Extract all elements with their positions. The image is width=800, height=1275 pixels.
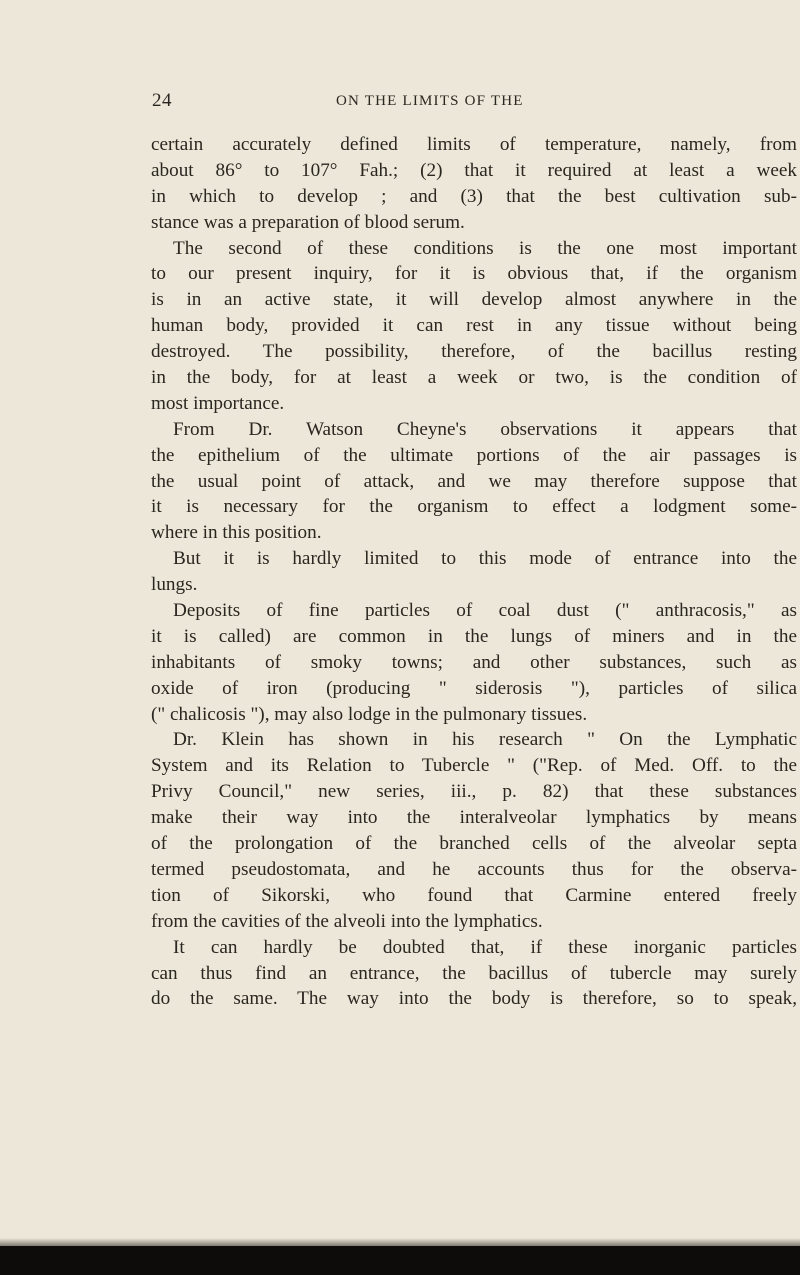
text-line: From Dr. Watson Cheyne's observations it appears that <box>173 418 797 440</box>
text-line: can thus find an entrance, the bacillus of tubercle may surely <box>151 962 797 984</box>
text-line: most importance. <box>151 392 285 414</box>
text-line: The second of these conditions is the one most important <box>173 237 797 259</box>
text-line: in the body, for at least a week or two, is the condition of <box>151 367 797 389</box>
text-line: about 86° to 107° Fah.; (2) that it required at least a week <box>151 159 797 181</box>
text-line: But it is hardly limited to this mode of entrance into the <box>173 548 797 570</box>
text-line: tion of Sikorski, who found that Carmine entered freely <box>151 884 797 906</box>
page-number: 24 <box>152 90 172 111</box>
text-line: lungs. <box>151 574 198 596</box>
text-line: where in this position. <box>151 522 322 544</box>
text-line: termed pseudostomata, and he accounts thus for the observa- <box>151 858 797 880</box>
text-line: human body, provided it can rest in any tissue without being <box>151 315 797 337</box>
text-line: (" chalicosis "), may also lodge in the pulmonary tissues. <box>151 703 588 725</box>
text-line: the usual point of attack, and we may therefore suppose that <box>151 470 797 492</box>
text-line: oxide of iron (producing " siderosis "), particles of silica <box>151 677 797 699</box>
text-line: make their way into the interalveolar lymphatics by means <box>151 807 797 829</box>
page-header <box>0 90 800 114</box>
text-line: inhabitants of smoky towns; and other substances, such as <box>151 651 797 673</box>
text-line: to our present inquiry, for it is obvious that, if the organism <box>151 263 797 285</box>
text-line: Privy Council," new series, iii., p. 82) that these substances <box>151 781 797 803</box>
text-line: System and its Relation to Tubercle " ("Rep. of Med. Off. to the <box>151 755 797 777</box>
text-line: of the prolongation of the branched cells of the alveolar septa <box>151 833 797 855</box>
text-line: it is called) are common in the lungs of miners and in the <box>151 625 797 647</box>
text-line: certain accurately defined limits of temperature, namely, from <box>151 134 797 155</box>
body-text <box>151 132 797 1012</box>
text-line: the epithelium of the ultimate portions of the air passages is <box>151 444 797 466</box>
text-line: from the cavities of the alveoli into the lymphatics. <box>151 910 543 932</box>
text-line: in which to develop ; and (3) that the best cultivation sub- <box>151 185 797 207</box>
text-line: stance was a preparation of blood serum. <box>151 211 465 233</box>
text-line: Deposits of fine particles of coal dust (" anthracosis," as <box>173 600 797 622</box>
text-line: it is necessary for the organism to effect a lodgment some- <box>151 496 797 518</box>
text-line: It can hardly be doubted that, if these inorganic particles <box>173 936 797 958</box>
scan-bottom-border <box>0 1246 800 1275</box>
text-line: destroyed. The possibility, therefore, of the bacillus resting <box>151 341 797 363</box>
running-head: ON THE LIMITS OF THE <box>336 93 524 109</box>
text-line: is in an active state, it will develop almost anywhere in the <box>151 289 797 311</box>
text-line: Dr. Klein has shown in his research " On the Lymphatic <box>173 729 797 751</box>
page-bottom-shadow <box>0 1238 800 1246</box>
text-line: do the same. The way into the body is therefore, so to speak, <box>151 988 797 1010</box>
